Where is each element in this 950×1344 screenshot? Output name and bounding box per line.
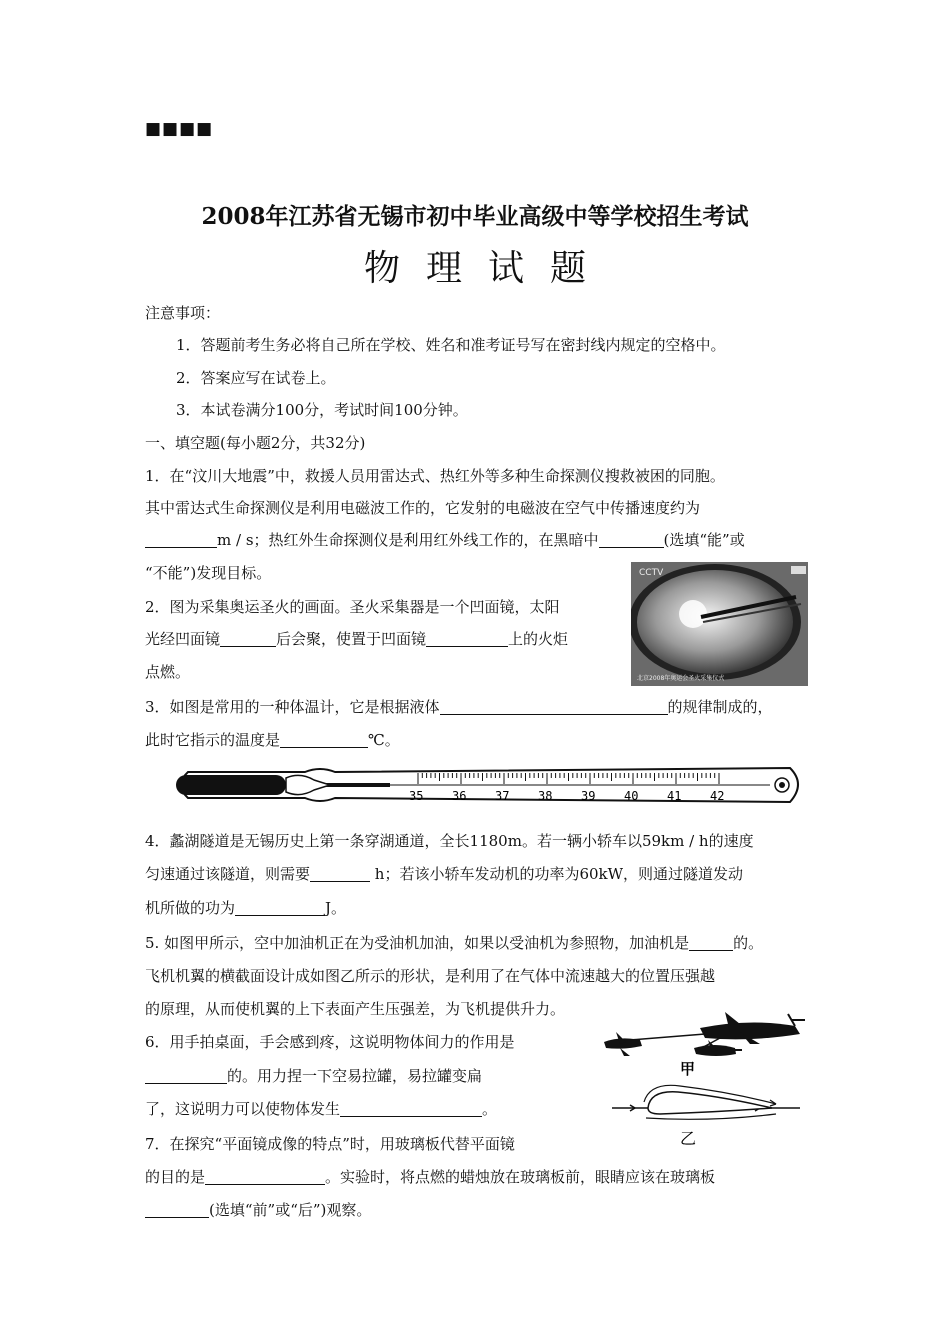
q1-line: “不能”)发现目标。	[145, 564, 272, 582]
scale-label: 36	[452, 789, 467, 803]
q2-line: 2．图为采集奥运圣火的画面。圣火采集器是一个凹面镜，太阳	[145, 598, 560, 616]
q5-line: 的原理，从而使机翼的上下表面产生压强差，为飞机提供升力。	[145, 1000, 566, 1018]
q6-line: 的。用力捏一下空易拉罐，易拉罐变扁	[145, 1065, 805, 1086]
photo-caption: 北京2008年奥运会圣火采集仪式	[637, 675, 725, 682]
q4-line: 匀速通过该隧道，则需要 h；若该小轿车发动机的功率为60kW，则通过隧道发动	[145, 865, 744, 883]
aircraft-refueling-figure	[600, 1010, 810, 1150]
wing-cross-section	[612, 1085, 800, 1119]
notes-item: 3．本试卷满分100分，考试时间100分钟。	[176, 401, 468, 419]
q7-line: 7．在探究“平面镜成像的特点”时，用玻璃板代替平面镜	[145, 1135, 515, 1153]
q3-line: 3．如图是常用的一种体温计，它是根据液体 的规律制成的，	[145, 698, 773, 716]
q1-line: 1．在“汶川大地震”中，救援人员用雷达式、热红外等多种生命探测仪搜救被困的同胞。	[145, 467, 725, 485]
scale-label: 38	[538, 789, 553, 803]
notes-heading: 注意事项：	[145, 304, 221, 322]
tanker-plane-icon	[700, 1012, 805, 1044]
exam-subject-title: 物理试题	[363, 248, 612, 289]
section-heading: 一、填空题(每小题2分，共32分)	[145, 434, 366, 452]
photo-logo: CCTV	[639, 568, 664, 578]
notes-item: 2．答案应写在试卷上。	[176, 369, 336, 387]
answer-blank[interactable]	[599, 532, 664, 548]
scale-label: 40	[624, 789, 639, 803]
scale-label: 41	[667, 789, 682, 803]
q4-line: 4．蠡湖隧道是无锡历史上第一条穿湖通道，全长1180m。若一辆小轿车以59km / h的速度	[145, 832, 754, 850]
answer-blank[interactable]	[280, 732, 368, 748]
answer-blank[interactable]	[440, 699, 668, 715]
q2-line: 点燃。	[145, 663, 191, 681]
answer-blank[interactable]	[689, 935, 733, 951]
q6-line: 6．用手拍桌面，手会感到疼，这说明物体间力的作用是	[145, 1033, 515, 1051]
q6-line: 了，这说明力可以使物体发生 。	[145, 1100, 498, 1118]
q5-line: 5. 如图甲所示，空中加油机正在为受油机加油，如果以受油机为参照物，加油机是 的。	[145, 934, 764, 952]
q5-line: 飞机机翼的横截面设计成如图乙所示的形状，是利用了在气体中流速越大的位置压强越	[145, 967, 716, 985]
scale-label: 35	[409, 789, 424, 803]
q7-line: 的目的是 。实验时，将点燃的蜡烛放在玻璃板前，眼睛应该在玻璃板	[145, 1168, 716, 1186]
answer-blank[interactable]	[310, 866, 370, 882]
q4-line: 机所做的功为 J。	[145, 899, 347, 917]
q2-line: 光经凹面镜 后会聚，使置于凹面镜 上的火炬	[145, 630, 569, 648]
answer-blank[interactable]	[235, 900, 325, 916]
receiver-plane-icon	[694, 1040, 742, 1056]
answer-blank[interactable]	[426, 631, 508, 647]
scale-label: 37	[495, 789, 510, 803]
answer-blank[interactable]	[340, 1101, 482, 1117]
exam-title: 2008年江苏省无锡市初中毕业高级中等学校招生考试	[201, 203, 749, 230]
thermometer-figure	[170, 762, 810, 808]
answer-blank[interactable]	[205, 1169, 325, 1185]
scale-label: 39	[581, 789, 596, 803]
scale-label: 42	[710, 789, 725, 803]
header-marks: ■■■■	[145, 119, 214, 139]
answer-blank[interactable]	[145, 532, 217, 548]
concave-mirror-photo	[631, 562, 808, 686]
q3-line: 此时它指示的温度是 ℃。	[145, 731, 400, 749]
q1-line: m / s；热红外生命探测仪是利用红外线工作的，在黑暗中 (选填“能”或	[145, 529, 805, 550]
answer-blank[interactable]	[145, 1068, 227, 1084]
figure-label-yi: 乙	[680, 1129, 697, 1148]
q7-line: (选填“前”或“后”)观察。	[145, 1199, 805, 1220]
answer-blank[interactable]	[145, 1202, 209, 1218]
receiver-plane-icon	[604, 1032, 642, 1056]
q1-line: 其中雷达式生命探测仪是利用电磁波工作的，它发射的电磁波在空气中传播速度约为	[145, 499, 701, 517]
figure-label-jia: 甲	[680, 1060, 696, 1078]
answer-blank[interactable]	[220, 631, 276, 647]
notes-item: 1．答题前考生务必将自己所在学校、姓名和准考证号写在密封线内规定的空格中。	[176, 336, 726, 354]
